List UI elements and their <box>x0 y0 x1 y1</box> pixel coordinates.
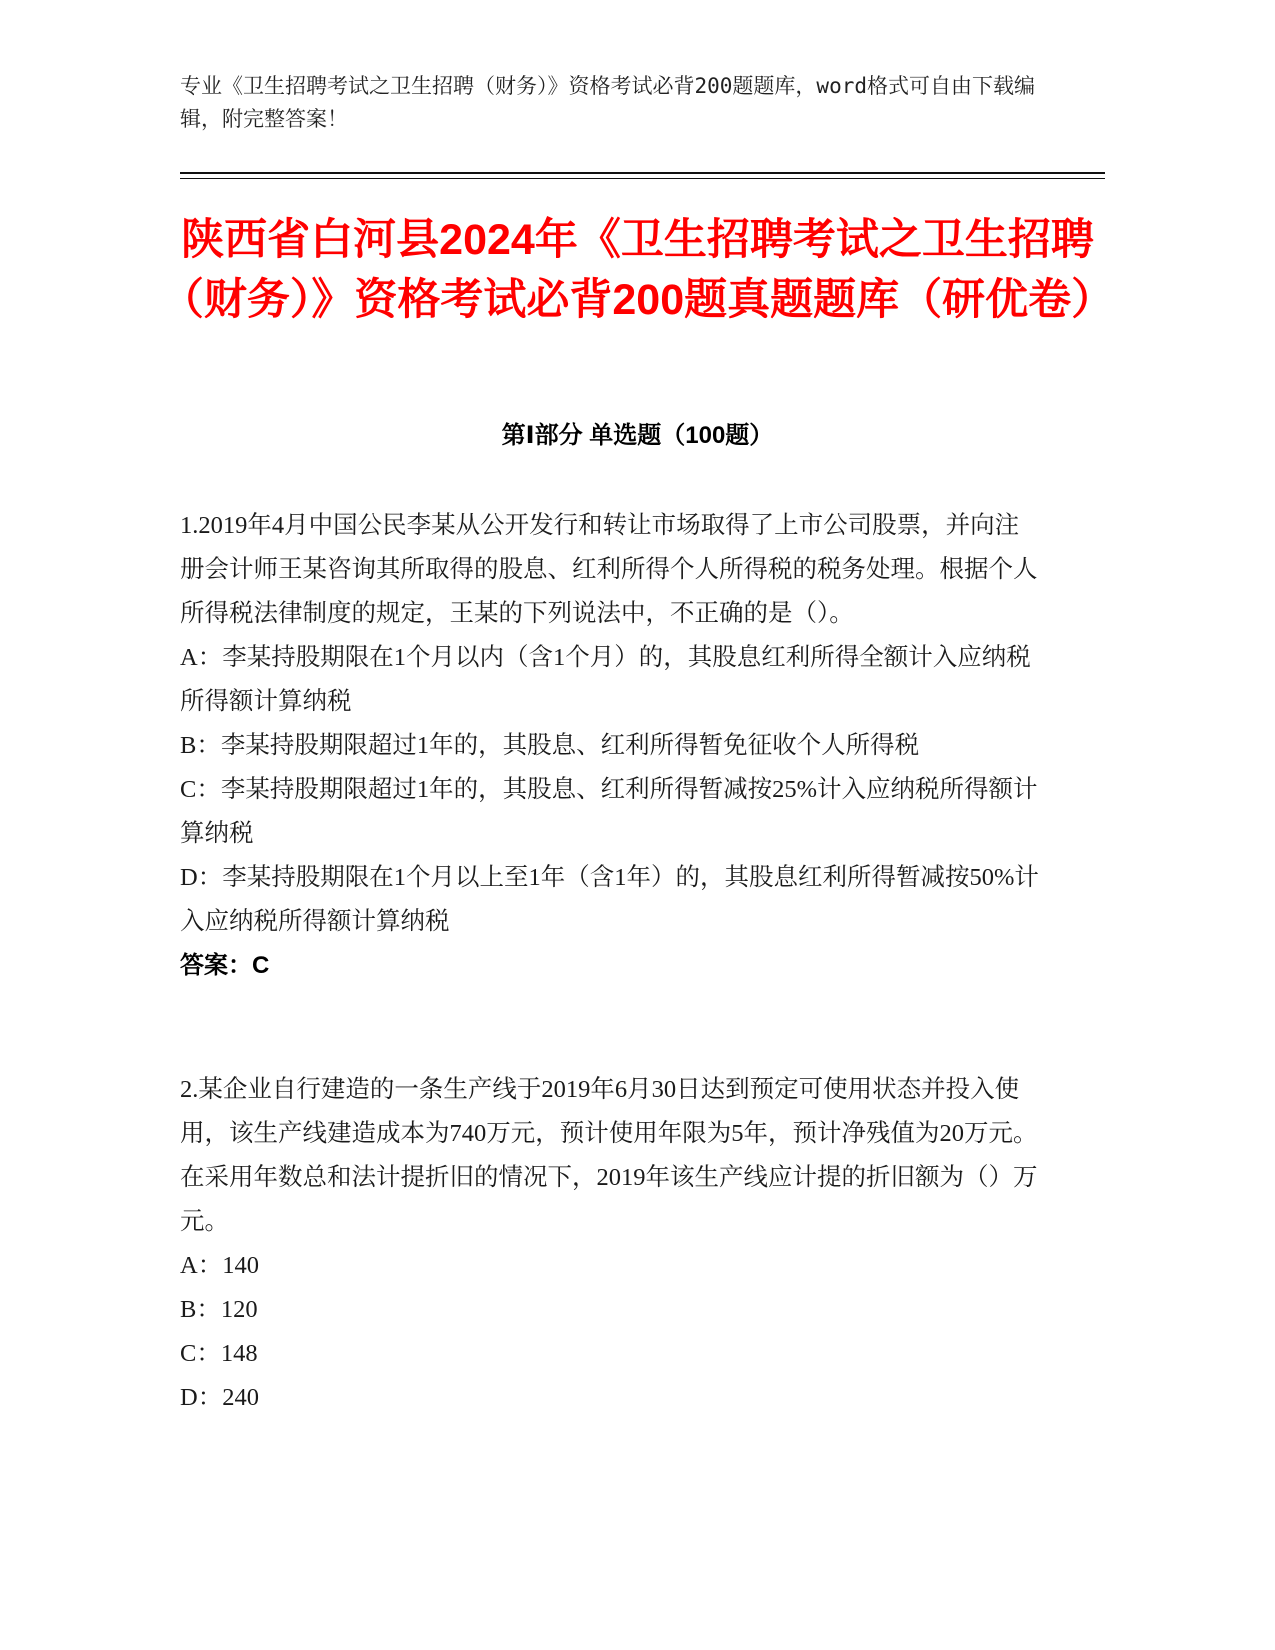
question-2-option-b: B：120 <box>180 1296 258 1323</box>
question-2-option-d: D：240 <box>180 1384 259 1411</box>
question-1-option-b: B：李某持股期限超过1年的，其股息、红利所得暂免征收个人所得税 <box>180 732 920 759</box>
question-1-option-a: A：李某持股期限在1个月以内（含1个月）的，其股息红利所得全额计入应纳税所得额计算纳税 <box>180 644 1031 715</box>
question-2-option-a: A：140 <box>180 1252 259 1279</box>
question-2 <box>180 1068 1040 1420</box>
header-divider-thin <box>180 178 1105 179</box>
section-title: 第Ⅰ部分 单选题（100题） <box>501 422 774 449</box>
question-2-option-c: C：148 <box>180 1340 258 1367</box>
header-note: 专业《卫生招聘考试之卫生招聘（财务）》资格考试必背200题题库，word格式可自由下载编辑，附完整答案！ <box>180 74 1035 131</box>
header-divider-thick <box>180 172 1105 174</box>
question-1-answer: 答案：C <box>180 952 270 979</box>
question-2-stem: 2.某企业自行建造的一条生产线于2019年6月30日达到预定可使用状态并投入使用，该生产线建造成本为740万元，预计使用年限为5年，预计净残值为20万元。在采用年数总和法计提折旧的情况下，2019年该生产线应计提的折旧额为（）万元。 <box>180 1076 1038 1235</box>
question-1 <box>180 504 1040 988</box>
question-1-option-c: C：李某持股期限超过1年的，其股息、红利所得暂减按25%计入应纳税所得额计算纳税 <box>180 776 1038 847</box>
question-1-stem: 1.2019年4月中国公民李某从公开发行和转让市场取得了上市公司股票，并向注册会计师王某咨询其所取得的股息、红利所得个人所得税的税务处理。根据个人所得税法律制度的规定，王某的下列说法中，不正确的是（）。 <box>180 512 1038 627</box>
document-title: 陕西省白河县2024年《卫生招聘考试之卫生招聘（财务）》资格考试必背200题真题题库（研优卷） <box>160 216 1115 324</box>
question-1-option-d: D：李某持股期限在1个月以上至1年（含1年）的，其股息红利所得暂减按50%计入应纳税所得额计算纳税 <box>180 864 1039 935</box>
